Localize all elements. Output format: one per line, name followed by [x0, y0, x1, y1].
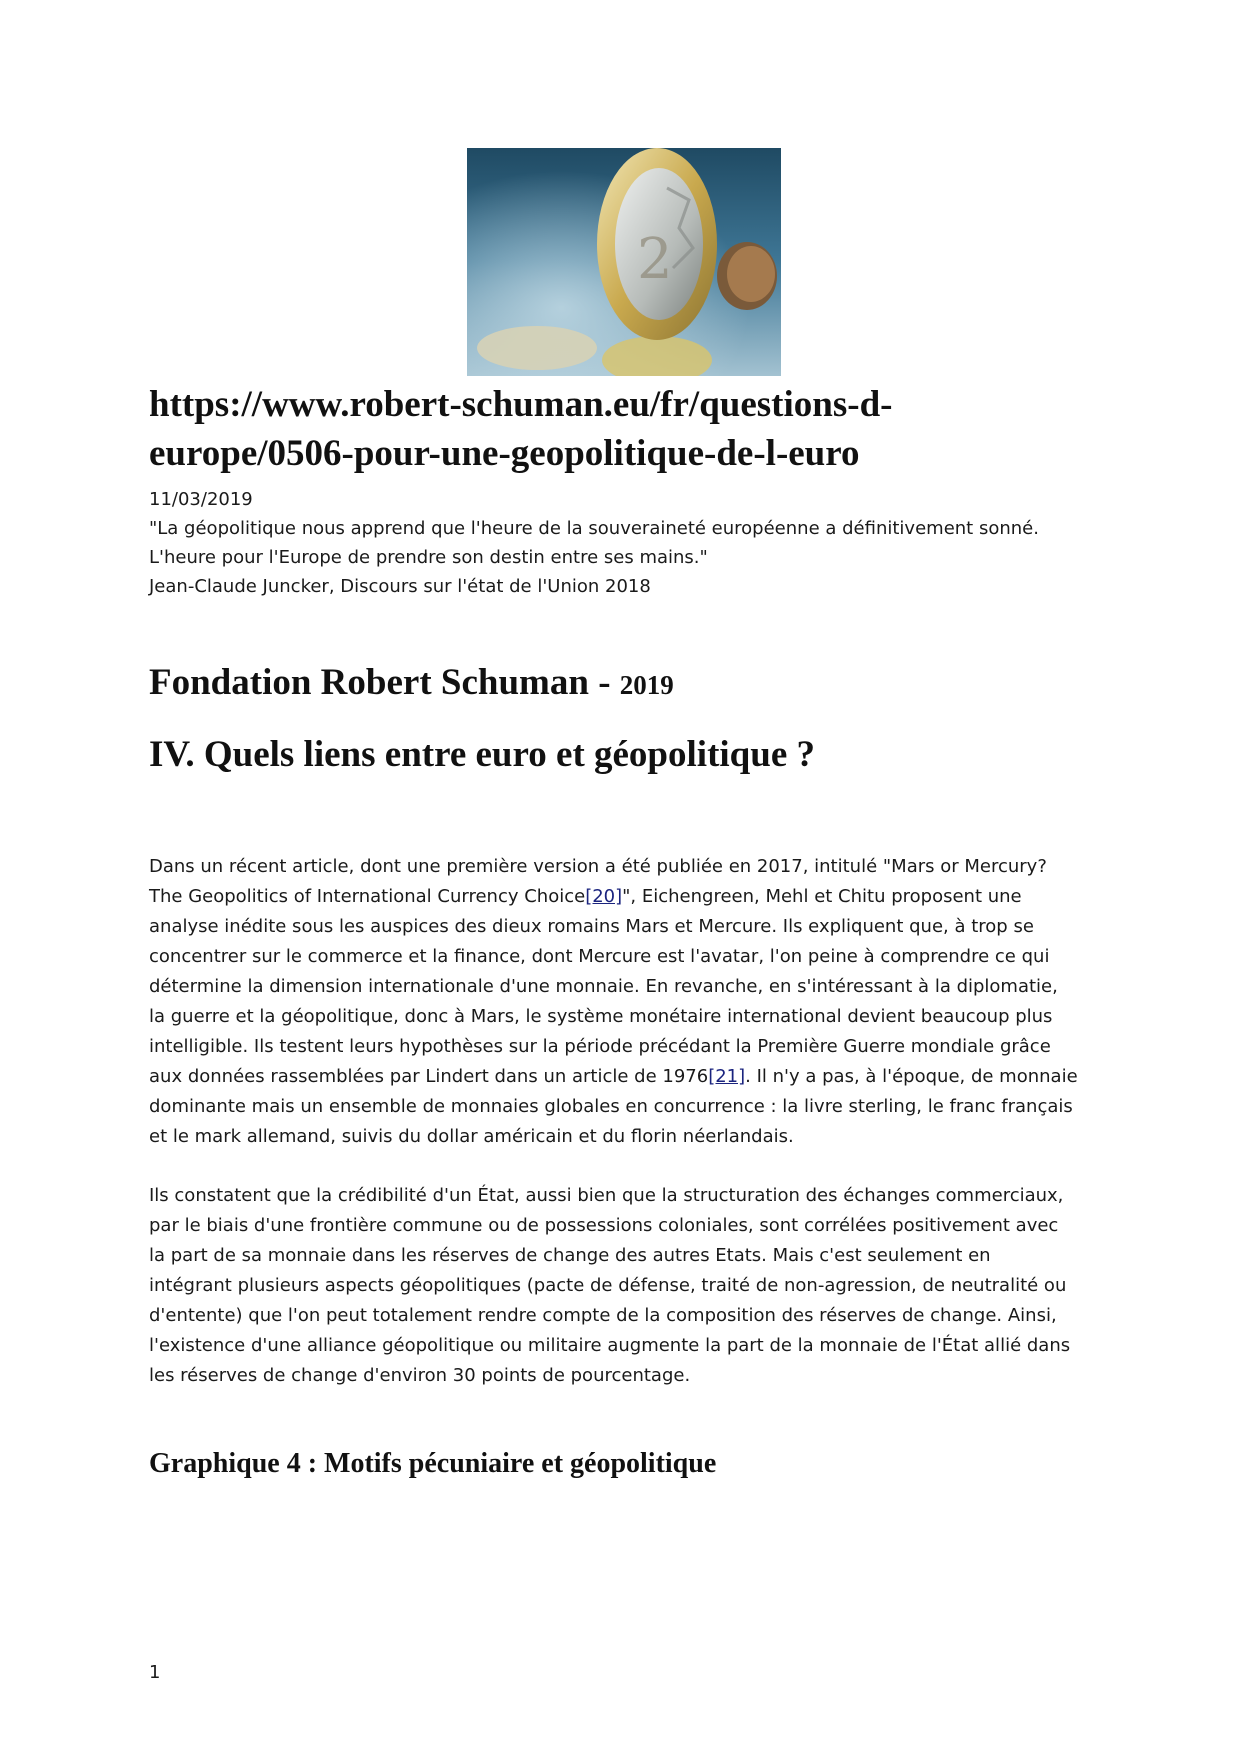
- main-heading-year: 2019: [619, 670, 674, 700]
- svg-text:2: 2: [637, 227, 673, 292]
- text-segment: ", Eichengreen, Mehl et Chitu proposent une: [622, 886, 1022, 907]
- text-line: dominante mais un ensemble de monnaies globales en concurrence : la livre sterling, le franc français: [149, 1096, 1073, 1117]
- text-segment: aux données rassemblées par Lindert dans un article de 1976: [149, 1066, 709, 1087]
- text-line: d'entente) que l'on peut totalement rendre compte de la composition des réserves de change. Ainsi,: [149, 1305, 1057, 1326]
- quote-line-1: "La géopolitique nous apprend que l'heure de la souveraineté européenne a définitivement sonné.: [149, 518, 1039, 539]
- text-line: par le biais d'une frontière commune ou de possessions coloniales, sont corrélées positivement avec: [149, 1215, 1059, 1236]
- text-line: l'existence d'une alliance géopolitique ou militaire augmente la part de la monnaie de l'État allié dans: [149, 1335, 1071, 1356]
- text-line: et le mark allemand, suivis du dollar américain et du florin néerlandais.: [149, 1126, 794, 1147]
- text-line: les réserves de change d'environ 30 points de pourcentage.: [149, 1365, 691, 1386]
- quote-line-2: L'heure pour l'Europe de prendre son destin entre ses mains.": [149, 547, 708, 568]
- page-number: 1: [149, 1662, 161, 1683]
- paragraph-2: [149, 1181, 1109, 1391]
- text-line: la part de sa monnaie dans les réserves de change des autres Etats. Mais c'est seulement en: [149, 1245, 991, 1266]
- text-segment: . Il n'y a pas, à l'époque, de monnaie: [745, 1066, 1078, 1087]
- text-line: intégrant plusieurs aspects géopolitiques (pacte de défense, traité de non-agression, de neutralité ou: [149, 1275, 1067, 1296]
- url-line-1: https://www.robert-schuman.eu/fr/questions-d-: [149, 384, 893, 425]
- main-heading-text: Fondation Robert Schuman -: [149, 662, 620, 703]
- main-heading: [149, 660, 674, 708]
- url-line-2: europe/0506-pour-une-geopolitique-de-l-euro: [149, 433, 860, 474]
- text-line: analyse inédite sous les auspices des dieux romains Mars et Mercure. Ils expliquent que, à trop se: [149, 916, 1034, 937]
- text-line: détermine la dimension internationale d'une monnaie. En revanche, en s'intéressant à la diplomatie,: [149, 976, 1058, 997]
- footnote-link-21[interactable]: [21]: [708, 1066, 746, 1087]
- text-line: Dans un récent article, dont une première version a été publiée en 2017, intitulé "Mars or Mercury?: [149, 856, 1047, 877]
- publish-date: 11/03/2019: [149, 489, 253, 510]
- section-heading: IV. Quels liens entre euro et géopolitique ?: [149, 734, 815, 775]
- text-line: [149, 1062, 1109, 1092]
- text-line: la guerre et la géopolitique, donc à Mars, le système monétaire international devient beaucoup plus: [149, 1006, 1053, 1027]
- text-line: [149, 882, 1109, 912]
- quote-attribution: Jean-Claude Juncker, Discours sur l'état de l'Union 2018: [149, 576, 651, 597]
- euro-coins-image: [467, 148, 781, 376]
- graph-title: Graphique 4 : Motifs pécuniaire et géopolitique: [149, 1448, 717, 1479]
- article-meta: [149, 485, 1109, 601]
- paragraph-1: [149, 852, 1109, 1152]
- text-segment: The Geopolitics of International Currency Choice: [149, 886, 586, 907]
- source-url-heading[interactable]: [149, 380, 1109, 478]
- text-line: concentrer sur le commerce et la finance, dont Mercure est l'avatar, l'on peine à comprendre ce qui: [149, 946, 1050, 967]
- text-line: Ils constatent que la crédibilité d'un État, aussi bien que la structuration des échanges commerciaux,: [149, 1185, 1064, 1206]
- footnote-link-20[interactable]: [20]: [585, 886, 623, 907]
- text-line: intelligible. Ils testent leurs hypothèses sur la période précédant la Première Guerre mondiale grâce: [149, 1036, 1051, 1057]
